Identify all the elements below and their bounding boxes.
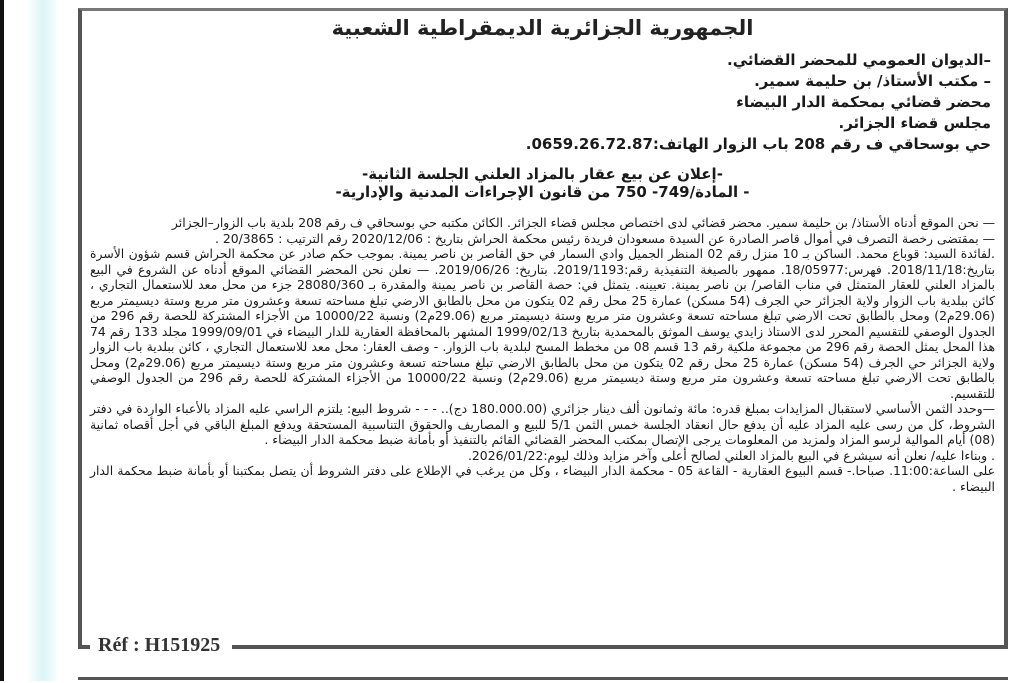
scan-edge <box>0 0 4 681</box>
bottom-rule-left <box>78 645 90 649</box>
header-line: مجلس قضاء الجزائر. <box>838 114 991 132</box>
header-line: محضر قضائي بمحكمة الدار البيضاء <box>736 93 991 111</box>
header-line: حي بوسحاقي ف رقم 208 باب الزوار الهاتف:0659.26.72.87. <box>525 135 991 153</box>
paragraph-authorization: — بمقتضى رخصة التصرف في أموال قاصر الصادرة عن السيدة مسعودان فريدة رئيس محكمة الحراش بتاريخ : 2020/12/06 رقم الترتيب : 20/3865 . <box>214 230 995 246</box>
paragraph-sale-date: . وبناءا عليه/ نعلن أنه سيشرع في البيع بالمزاد العلني لصالح أعلى وآخر مزايد وذلك ليوم:2026/01/22. <box>467 447 995 463</box>
bottom-rule-right <box>232 645 1008 649</box>
announcement-line: -إعلان عن بيع عقار بالمزاد العلني الجلسة الثانية- <box>362 165 723 183</box>
bailiff-header <box>90 50 995 155</box>
paragraph-property: .لفائدة السيد: قوباع محمد. الساكن بـ 10 منزل رقم 02 المنظر الجميل وادي السمار في حق القاصر بن ناصر يمينة. بموجب حكم صادر عن محكمة الحراش قسم شؤون الأسرة بتاريخ:2018/11/18. فهرس:18/05977. ممهور بالصيغة التنفيذية رقم:2019/1193. بتاريخ: 2019/06/26. — نعلن نحن المحضر القضائي الموقع أدناه عن الشروع في البيع بالمزاد العلني للعقار المتمثل في مناب القاصر/ بن ناصر يمينة. تعيينه. يتمثل في: حصة القاصر بن ناصر يمينة والمقدرة بـ 28080/360 جزء من محل معد للاستعمال التجاري ، كائن ببلدية باب الزوار ولاية الجزائر حي الجرف (54 مسكن) عمارة 25 محل رقم 02 يتكون من محل بالطابق الارضي تبلغ مساحته تسعة وعشرون متر مربع وستة ديسيمتر مربع (29.06م2) ومحل بالطابق تحت الارضي تبلغ مساحته تسعة وعشرون متر مربع وستة ديسيمتر مربع (29.06م2) ونسبة 10000/22 من الأجزاء المشتركة للحصة رقم 296 من الجدول الوصفي للتقسيم المحرر لدى الاستاذ زايدي يوسف الموثق بالمحمدية بتاريخ 1999/02/13 المشهر بالمحافظة العقارية للدار البيضاء في 1999/09/01 مجلد 133 رقم 74 هذا المحل يمثل الحصة رقم 296 من مجموعة ملكية رقم 13 قسم 08 من مخطط المسح لبلدية باب الزوار. - وصف العقار: محل معد للاستعمال التجاري ، كائن ببلدية باب الزوار ولاية الجزائر حي الجرف (54 مسكن) عمارة 25 محل رقم 02 يتكون من محل بالطابق الارضي تبلغ مساحته تسعة وعشرون متر مربع وستة ديسيمتر مربع (29.06م2) ومحل بالطابق تحت الارضي تبلغ مساحته تسعة وعشرون متر مربع وستة ديسيمتر مربع (29.06م2) ونسبة 10000/22 من الأجزاء المشتركة للحصة رقم 296 من الجدول الوصفي للتقسيم. <box>90 246 995 401</box>
document-title: الجمهورية الجزائرية الديمقراطية الشعبية <box>331 16 754 40</box>
announcement-heading <box>90 165 995 201</box>
next-notice-border <box>78 677 1008 683</box>
paragraph-sale-venue: على الساعة:11:00. صباحا.- قسم البيوع العقارية - القاعة 05 - محكمة الدار البيضاء ، وكل من يرغب في الإطلاع على دفتر الشروط أن يتصل بمكتبنا أو بأمانة ضبط محكمة الدار البيضاء . <box>90 463 995 494</box>
scan-tint <box>26 0 60 681</box>
announcement-line: - المادة/749- 750 من قانون الإجراءات المدنية والإدارية- <box>335 183 750 201</box>
header-line: –الديوان العمومي للمحضر القضائي. <box>727 51 991 69</box>
header-line: – مكتب الأستاذ/ بن حليمة سمير. <box>754 72 991 90</box>
notice-body <box>90 215 995 494</box>
reference-code: Réf : H151925 <box>94 634 224 657</box>
paragraph-bailiff: — نحن الموقع أدناه الأستاذ/ بن حليمة سمير. محضر قضائي لدى اختصاص مجلس قضاء الجزائر. الكائن مكتبه حي بوسحاقي ف رقم 208 بلدية باب الزوار–الجزائر <box>171 215 995 230</box>
paragraph-price-conditions: —وحدد الثمن الأساسي لاستقبال المزايدات بمبلغ قدره: مائة وثمانون ألف دينار جزائري (180.000.00 دج).. - - - شروط البيع: يلتزم الراسي عليه المزاد بالأعباء الواردة في دفتر الشروط، كل من رسى عليه المزاد عليه أن يدفع حال انعقاد الجلسة خمس الثمن 5/1 للبيع و المصاريف والحقوق التناسبية المستحقة ويدفع المبلغ الباقي في أجل أقصاه ثمانية (08) أيام الموالية لرسو المزاد ولمزيد من المعلومات يرجى الإتصال بمكتب المحضر القضائي القائم بالتنفيذ أو بأمانة ضبط محكمة الدار البيضاء . <box>90 401 996 447</box>
notice-content <box>90 12 995 494</box>
